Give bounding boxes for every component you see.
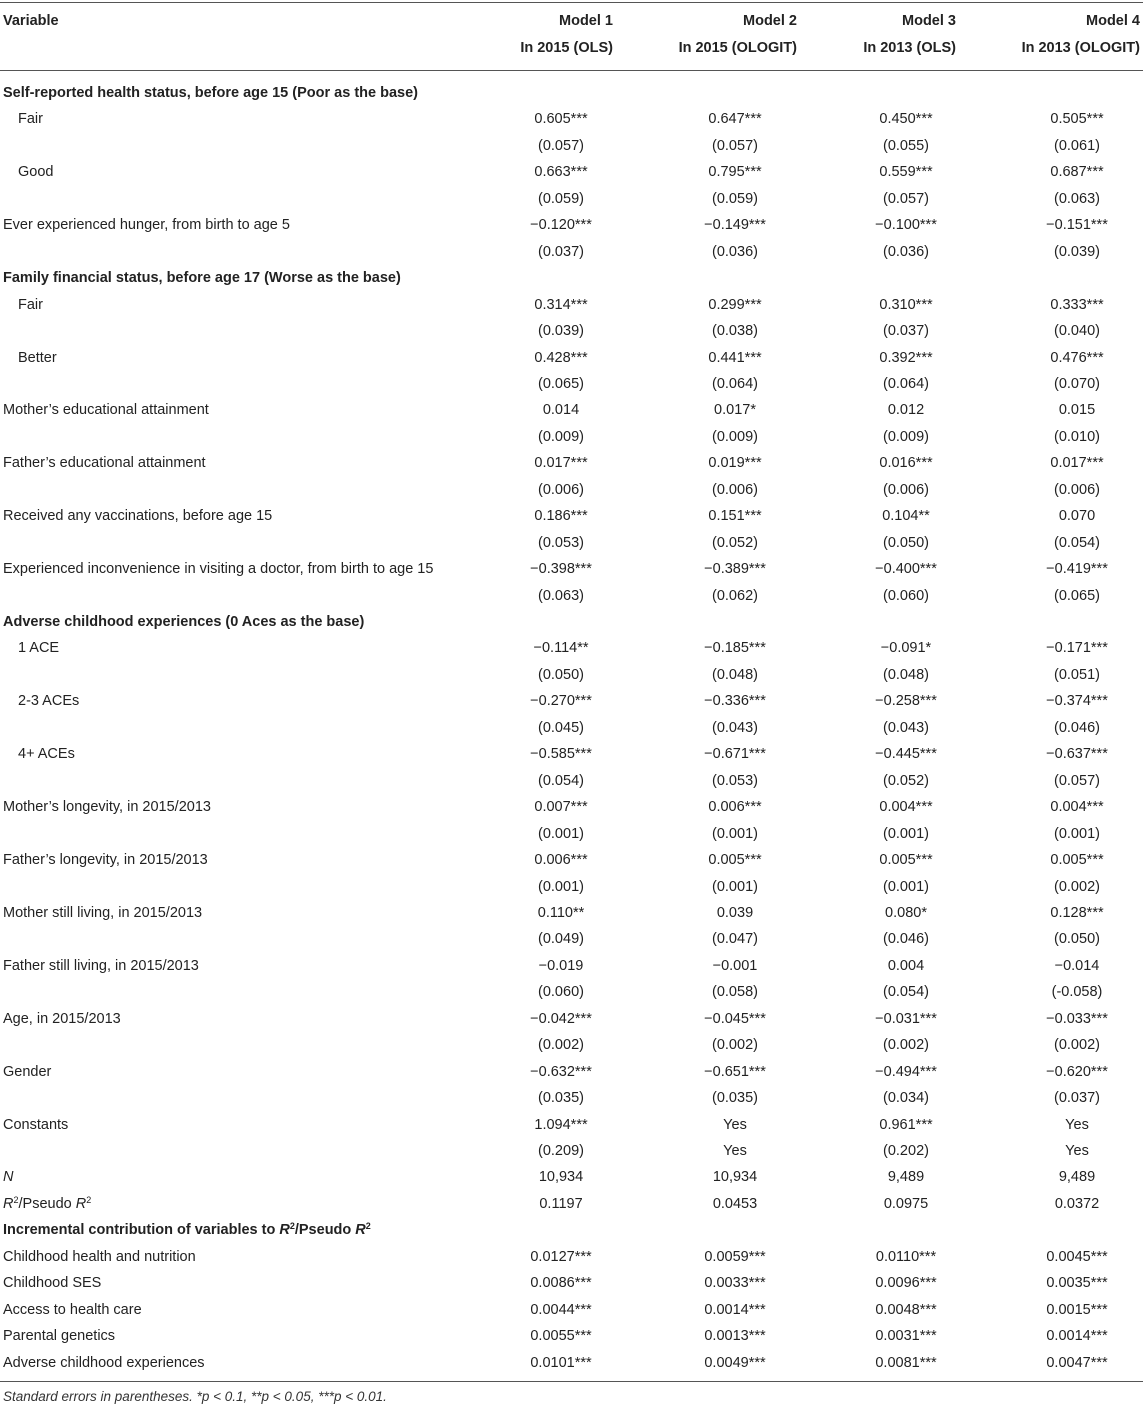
table-row (0, 1270, 1143, 1297)
cell-model-1: (0.054) (538, 772, 584, 789)
cell-model-3: 0.0096*** (875, 1275, 937, 1292)
table-row (0, 556, 1143, 583)
cell-model-3: −0.400*** (875, 561, 937, 578)
cell-model-3: 0.016*** (879, 455, 933, 472)
cell-model-2: 0.019*** (708, 455, 762, 472)
cell-model-3: (0.043) (883, 719, 929, 736)
cell-model-1: (0.057) (538, 137, 584, 154)
cell-model-4: (0.001) (1054, 825, 1100, 842)
header-model-3-sub: In 2013 (OLS) (863, 40, 956, 56)
table-row (0, 768, 1143, 795)
cell-model-3: −0.445*** (875, 746, 937, 763)
cell-model-4: −0.033*** (1046, 1010, 1108, 1027)
cell-model-3: 0.310*** (879, 296, 933, 313)
table-row (0, 1059, 1143, 1086)
cell-model-4: (-0.058) (1051, 984, 1103, 1001)
row-label: Father still living, in 2015/2013 (3, 957, 199, 974)
table-row (0, 292, 1143, 319)
cell-model-4: (0.040) (1054, 323, 1100, 340)
cell-model-2: 0.0014*** (704, 1301, 766, 1318)
row-label: 2-3 ACEs (18, 693, 80, 710)
row-label: Self-reported health status, before age 15 (Poor as the base) (3, 85, 418, 101)
header-variable: Variable (3, 13, 59, 29)
cell-model-4: (0.061) (1054, 137, 1100, 154)
table-row (0, 821, 1143, 848)
cell-model-1: 0.0086*** (530, 1275, 592, 1292)
row-label: Received any vaccinations, before age 15 (3, 508, 273, 525)
cell-model-1: −0.585*** (530, 746, 592, 763)
table-row (0, 1350, 1143, 1377)
cell-model-4: (0.010) (1054, 428, 1100, 445)
cell-model-3: 0.392*** (879, 349, 933, 366)
cell-model-3: 0.450*** (879, 111, 933, 128)
cell-model-3: 0.004*** (879, 799, 933, 816)
table-row (0, 1138, 1143, 1165)
cell-model-3: 9,489 (887, 1169, 925, 1186)
row-label: Family financial status, before age 17 (Worse as the base) (3, 270, 401, 287)
header-rule (0, 70, 1143, 71)
table-row (0, 345, 1143, 372)
cell-model-2: 0.017* (714, 402, 756, 419)
cell-model-2: (0.059) (712, 190, 758, 207)
cell-model-1: (0.037) (538, 243, 584, 260)
cell-model-2: Yes (723, 1143, 747, 1159)
cell-model-1: −0.114** (533, 640, 589, 657)
cell-model-3: 0.0975 (883, 1195, 929, 1212)
row-label: Fair (18, 111, 43, 128)
cell-model-1: (0.045) (538, 719, 584, 736)
cell-model-1: (0.065) (538, 375, 584, 392)
cell-model-2: (0.058) (712, 984, 758, 1001)
header-model-4-name: Model 4 (1086, 13, 1140, 29)
cell-model-4: 0.070 (1058, 508, 1096, 525)
table-row (0, 953, 1143, 980)
cell-model-1: −0.632*** (530, 1063, 592, 1080)
cell-model-1: 0.314*** (534, 296, 588, 313)
cell-model-1: (0.060) (538, 984, 584, 1001)
row-label: Mother still living, in 2015/2013 (3, 904, 203, 921)
cell-model-2: 0.0059*** (704, 1248, 766, 1265)
table-row (0, 1112, 1143, 1139)
row-label: Gender (3, 1063, 52, 1080)
cell-model-3: (0.052) (883, 772, 929, 789)
cell-model-1: −0.042*** (530, 1010, 592, 1027)
cell-model-3: (0.034) (883, 1090, 929, 1107)
cell-model-3: (0.057) (883, 190, 929, 207)
section-header-row (0, 80, 1143, 107)
cell-model-2: 0.647*** (708, 111, 762, 128)
header-model-3-name: Model 3 (902, 13, 956, 29)
table-row (0, 1191, 1143, 1218)
cell-model-4: −0.637*** (1046, 746, 1108, 763)
cell-model-3: 0.961*** (879, 1116, 933, 1133)
table-row (0, 583, 1143, 610)
cell-model-2: (0.048) (712, 666, 758, 683)
table-row (0, 900, 1143, 927)
cell-model-2: (0.053) (712, 772, 758, 789)
cell-model-2: 0.441*** (708, 349, 762, 366)
section-header-row (0, 265, 1143, 292)
cell-model-2: 0.0033*** (704, 1275, 766, 1292)
table-row (0, 133, 1143, 160)
cell-model-1: (0.002) (538, 1037, 584, 1054)
table-row (0, 397, 1143, 424)
table-row (0, 741, 1143, 768)
row-label: Adverse childhood experiences (0 Aces as the base) (3, 614, 365, 630)
cell-model-1: (0.059) (538, 190, 584, 207)
cell-model-3: (0.001) (883, 878, 929, 895)
table-row (0, 1006, 1143, 1033)
cell-model-4: Yes (1065, 1116, 1089, 1133)
cell-model-3: (0.064) (883, 375, 929, 392)
cell-model-1: −0.398*** (530, 561, 592, 578)
cell-model-2: 0.0049*** (704, 1354, 766, 1371)
cell-model-4: −0.171*** (1046, 640, 1108, 657)
row-label: Good (18, 164, 54, 181)
cell-model-2: Yes (723, 1116, 747, 1133)
table-row (0, 1032, 1143, 1059)
cell-model-1: 0.007*** (534, 799, 588, 816)
cell-model-3: (0.009) (883, 428, 929, 445)
table-row (0, 159, 1143, 186)
cell-model-3: (0.060) (883, 587, 929, 604)
cell-model-4: 0.128*** (1050, 904, 1104, 921)
cell-model-3: −0.091* (880, 640, 932, 657)
table-row (0, 1323, 1143, 1350)
cell-model-3: 0.0081*** (875, 1354, 937, 1371)
cell-model-3: (0.048) (883, 666, 929, 683)
cell-model-1: 0.663*** (534, 164, 588, 181)
table-row (0, 847, 1143, 874)
cell-model-1: 0.006*** (534, 852, 588, 869)
cell-model-2: 0.0453 (712, 1195, 758, 1212)
table-row (0, 1085, 1143, 1112)
cell-model-1: (0.053) (538, 534, 584, 551)
cell-model-2: 0.039 (716, 904, 754, 921)
cell-model-1: 0.014 (542, 402, 580, 419)
cell-model-2: −0.185*** (704, 640, 766, 657)
table-row (0, 662, 1143, 689)
cell-model-3: 0.080* (885, 904, 927, 921)
row-label: Childhood SES (3, 1275, 102, 1292)
cell-model-4: (0.050) (1054, 931, 1100, 948)
cell-model-2: (0.009) (712, 428, 758, 445)
cell-model-1: (0.209) (538, 1143, 584, 1159)
cell-model-3: −0.100*** (875, 217, 937, 234)
top-rule (0, 2, 1143, 3)
table-row (0, 979, 1143, 1006)
row-label: Father’s educational attainment (3, 455, 206, 472)
cell-model-1: (0.009) (538, 428, 584, 445)
cell-model-3: 0.004 (887, 957, 925, 974)
row-label: $R^2$/Pseudo $R^2$ (3, 1194, 92, 1212)
cell-model-3: (0.036) (883, 243, 929, 260)
cell-model-2: −0.389*** (704, 561, 766, 578)
table-row (0, 186, 1143, 213)
bottom-rule (0, 1381, 1143, 1382)
table-row (0, 1164, 1143, 1191)
cell-model-1: 0.110** (537, 904, 585, 921)
table-row (0, 477, 1143, 504)
cell-model-4: (0.054) (1054, 534, 1100, 551)
cell-model-3: (0.002) (883, 1037, 929, 1054)
cell-model-2: 0.005*** (708, 852, 762, 869)
cell-model-1: (0.001) (538, 825, 584, 842)
cell-model-2: 0.299*** (708, 296, 762, 313)
cell-model-3: (0.055) (883, 137, 929, 154)
table-row (0, 424, 1143, 451)
header-model-2-sub: In 2015 (OLOGIT) (678, 40, 797, 56)
row-label: Adverse childhood experiences (3, 1354, 205, 1371)
cell-model-4: −0.374*** (1046, 693, 1108, 710)
cell-model-1: (0.049) (538, 931, 584, 948)
row-label: Fair (18, 296, 43, 313)
cell-model-3: −0.031*** (875, 1010, 937, 1027)
cell-model-1: 0.605*** (534, 111, 588, 128)
cell-model-2: (0.047) (712, 931, 758, 948)
cell-model-2: −0.001 (712, 957, 758, 974)
table-row (0, 106, 1143, 133)
cell-model-4: (0.063) (1054, 190, 1100, 207)
row-label: 1 ACE (18, 640, 60, 657)
cell-model-1: 0.017*** (534, 455, 588, 472)
cell-model-1: −0.270*** (530, 693, 592, 710)
row-label: Father’s longevity, in 2015/2013 (3, 852, 208, 869)
header-model-2-name: Model 2 (743, 13, 797, 29)
row-label: Mother’s educational attainment (3, 402, 209, 419)
table-row (0, 503, 1143, 530)
cell-model-1: (0.001) (538, 878, 584, 895)
cell-model-4: (0.039) (1054, 243, 1100, 260)
cell-model-4: (0.046) (1054, 719, 1100, 736)
cell-model-4: (0.057) (1054, 772, 1100, 789)
table-row (0, 926, 1143, 953)
cell-model-4: (0.006) (1054, 481, 1100, 498)
cell-model-2: 0.151*** (708, 508, 762, 525)
cell-model-1: −0.019 (538, 957, 584, 974)
cell-model-2: (0.001) (712, 825, 758, 842)
cell-model-2: −0.149*** (704, 217, 766, 234)
cell-model-4: 0.0035*** (1046, 1275, 1108, 1292)
cell-model-4: (0.051) (1054, 666, 1100, 683)
row-label: Ever experienced hunger, from birth to age 5 (3, 217, 290, 234)
cell-model-4: −0.151*** (1046, 217, 1108, 234)
cell-model-4: 0.476*** (1050, 349, 1104, 366)
cell-model-1: (0.039) (538, 323, 584, 340)
cell-model-2: (0.001) (712, 878, 758, 895)
table-row (0, 318, 1143, 345)
cell-model-1: 0.1197 (539, 1195, 583, 1212)
cell-model-1: −0.120*** (530, 217, 592, 234)
cell-model-1: 0.428*** (534, 349, 588, 366)
cell-model-4: (0.037) (1054, 1090, 1100, 1107)
cell-model-4: 0.004*** (1050, 799, 1104, 816)
row-label: N (3, 1169, 14, 1186)
cell-model-4: 0.005*** (1050, 852, 1104, 869)
cell-model-2: 0.0013*** (704, 1328, 766, 1345)
cell-model-3: 0.0110*** (875, 1248, 937, 1265)
cell-model-4: Yes (1065, 1143, 1089, 1159)
row-label: Childhood health and nutrition (3, 1248, 196, 1265)
cell-model-4: −0.620*** (1046, 1063, 1108, 1080)
table-row (0, 635, 1143, 662)
table-row (0, 371, 1143, 398)
cell-model-4: 0.333*** (1050, 296, 1104, 313)
row-label: Constants (3, 1116, 69, 1133)
cell-model-1: (0.063) (538, 587, 584, 604)
cell-model-2: (0.057) (712, 137, 758, 154)
cell-model-2: (0.035) (712, 1090, 758, 1107)
cell-model-4: 0.0015*** (1046, 1301, 1108, 1318)
cell-model-4: 0.0372 (1054, 1195, 1100, 1212)
cell-model-3: (0.037) (883, 323, 929, 340)
cell-model-4: 0.505*** (1050, 111, 1104, 128)
table-row (0, 794, 1143, 821)
cell-model-2: −0.671*** (704, 746, 766, 763)
row-label: 4+ ACEs (18, 746, 75, 763)
cell-model-1: 10,934 (538, 1169, 584, 1186)
cell-model-4: 0.0045*** (1046, 1248, 1108, 1265)
table-row (0, 212, 1143, 239)
cell-model-3: (0.001) (883, 825, 929, 842)
row-label: Mother’s longevity, in 2015/2013 (3, 799, 211, 816)
cell-model-3: (0.046) (883, 931, 929, 948)
cell-model-4: 0.0047*** (1046, 1354, 1108, 1371)
row-label: Parental genetics (3, 1328, 116, 1345)
cell-model-4: 0.687*** (1050, 164, 1104, 181)
cell-model-1: (0.050) (538, 666, 584, 683)
cell-model-2: (0.002) (712, 1037, 758, 1054)
cell-model-1: 1.094*** (534, 1116, 588, 1133)
table-row (0, 1297, 1143, 1324)
cell-model-3: (0.202) (883, 1143, 929, 1159)
cell-model-4: −0.014 (1054, 957, 1100, 974)
cell-model-1: 0.0044*** (530, 1301, 592, 1318)
cell-model-4: 0.017*** (1050, 455, 1104, 472)
cell-model-1: 0.0127*** (530, 1248, 592, 1265)
cell-model-3: −0.258*** (875, 693, 937, 710)
table-row (0, 239, 1143, 266)
cell-model-1: 0.0101*** (530, 1354, 592, 1371)
row-label: Better (18, 349, 57, 366)
table-row (0, 874, 1143, 901)
cell-model-1: (0.006) (538, 481, 584, 498)
cell-model-3: (0.054) (883, 984, 929, 1001)
cell-model-4: (0.002) (1054, 878, 1100, 895)
cell-model-1: 0.186*** (534, 508, 588, 525)
cell-model-1: (0.035) (538, 1090, 584, 1107)
cell-model-2: (0.036) (712, 243, 758, 260)
header-model-1-sub: In 2015 (OLS) (520, 40, 613, 56)
cell-model-1: 0.0055*** (530, 1328, 592, 1345)
row-label: Incremental contribution of variables to $R^2$/Pseudo $R^2$ (3, 1221, 371, 1239)
header-model-1-name: Model 1 (559, 13, 613, 29)
cell-model-4: (0.070) (1054, 375, 1100, 392)
cell-model-3: 0.0031*** (875, 1328, 937, 1345)
cell-model-2: −0.045*** (704, 1010, 766, 1027)
cell-model-3: 0.012 (887, 402, 925, 419)
cell-model-2: (0.038) (712, 323, 758, 340)
table-row (0, 1244, 1143, 1271)
cell-model-2: 0.006*** (708, 799, 762, 816)
row-label: Age, in 2015/2013 (3, 1010, 121, 1027)
table-row (0, 715, 1143, 742)
cell-model-4: 0.015 (1058, 402, 1096, 419)
cell-model-2: −0.651*** (704, 1063, 766, 1080)
cell-model-2: (0.064) (712, 375, 758, 392)
cell-model-3: 0.559*** (879, 164, 933, 181)
table-row (0, 530, 1143, 557)
cell-model-4: (0.002) (1054, 1037, 1100, 1054)
cell-model-3: 0.0048*** (875, 1301, 937, 1318)
cell-model-4: −0.419*** (1046, 561, 1108, 578)
row-label: Access to health care (3, 1301, 142, 1318)
cell-model-2: (0.043) (712, 719, 758, 736)
cell-model-3: (0.050) (883, 534, 929, 551)
table-row (0, 688, 1143, 715)
cell-model-4: (0.065) (1054, 587, 1100, 604)
table-footnote: Standard errors in parentheses. *p < 0.1, **p < 0.05, ***p < 0.01. (3, 1389, 387, 1404)
cell-model-2: 10,934 (712, 1169, 758, 1186)
cell-model-4: 0.0014*** (1046, 1328, 1108, 1345)
cell-model-2: (0.052) (712, 534, 758, 551)
cell-model-2: −0.336*** (704, 693, 766, 710)
cell-model-2: (0.062) (712, 587, 758, 604)
header-model-4-sub: In 2013 (OLOGIT) (1021, 40, 1140, 56)
cell-model-3: −0.494*** (875, 1063, 937, 1080)
cell-model-3: 0.005*** (879, 852, 933, 869)
row-label: Experienced inconvenience in visiting a doctor, from birth to age 15 (3, 561, 434, 578)
section-header-row (0, 609, 1143, 636)
section-header-row (0, 1217, 1143, 1244)
cell-model-3: 0.104** (882, 508, 930, 525)
table-row (0, 450, 1143, 477)
cell-model-2: (0.006) (712, 481, 758, 498)
cell-model-3: (0.006) (883, 481, 929, 498)
cell-model-4: 9,489 (1058, 1169, 1096, 1186)
cell-model-2: 0.795*** (708, 164, 762, 181)
